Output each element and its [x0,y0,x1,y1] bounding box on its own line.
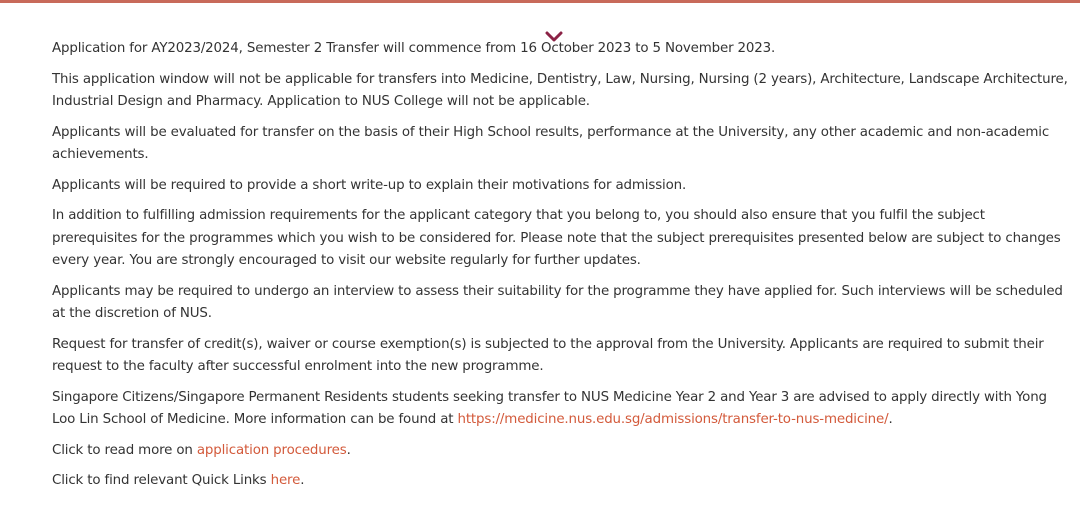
paragraph-credit-transfer: Request for transfer of credit(s), waiver or course exemption(s) is subjected to the approval from the University. Applicants are required to submit their request to the faculty after successful enrolment into the new programme. [52,336,1044,374]
quick-links-end: . [300,473,305,488]
paragraph-medicine-transfer [52,387,1072,432]
transfer-info-content [52,38,1072,501]
paragraph-not-applicable: This application window will not be applicable for transfers into Medicine, Dentistry, Law, Nursing, Nursing (2 years), Architecture, Landscape Architecture, Industrial Design and Pharmacy. Application to NUS College will not be applicable. [52,71,1068,109]
medicine-transfer-text: Singapore Citizens/Singapore Permanent Residents students seeking transfer to NUS Medicine Year 2 and Year 3 are advised to apply directly with Yong Loo Lin School of Medicine. More information can be found at [52,389,1047,427]
procedures-end: . [346,442,351,458]
paragraph-quick-links [52,470,1072,493]
medicine-transfer-end: . [888,412,893,427]
paragraph-application-period: Application for AY2023/2024, Semester 2 Transfer will commence from 16 October 2023 to 5 November 2023. [52,41,776,56]
paragraph-evaluation: Applicants will be evaluated for transfer on the basis of their High School results, performance at the University, any other academic and non-academic achievements. [52,124,1050,162]
paragraph-interview: Applicants may be required to undergo an interview to assess their suitability for the programme they have applied for. Such interviews will be scheduled at the discretion of NUS. [52,283,1063,321]
application-procedures-link[interactable]: application procedures [196,442,347,458]
medicine-transfer-link[interactable]: https://medicine.nus.edu.sg/admissions/transfer-to-nus-medicine/ [457,412,889,427]
paragraph-prerequisites: In addition to fulfilling admission requirements for the applicant category that you belong to, you should also ensure that you fulfil the subject prerequisites for the programmes which you wish to be considered for. Please note that the subject prerequisites presented below are subject to changes every year. You are strongly encouraged to visit our website regularly for further updates. [52,208,1061,268]
paragraph-application-procedures [52,440,1072,463]
quick-links-here-link[interactable]: here [270,473,301,488]
procedures-text: Click to read more on [52,442,197,458]
quick-links-text: Click to find relevant Quick Links [52,473,271,488]
paragraph-write-up: Applicants will be required to provide a short write-up to explain their motivations for admission. [52,177,687,193]
top-accent-bar [0,0,1080,3]
